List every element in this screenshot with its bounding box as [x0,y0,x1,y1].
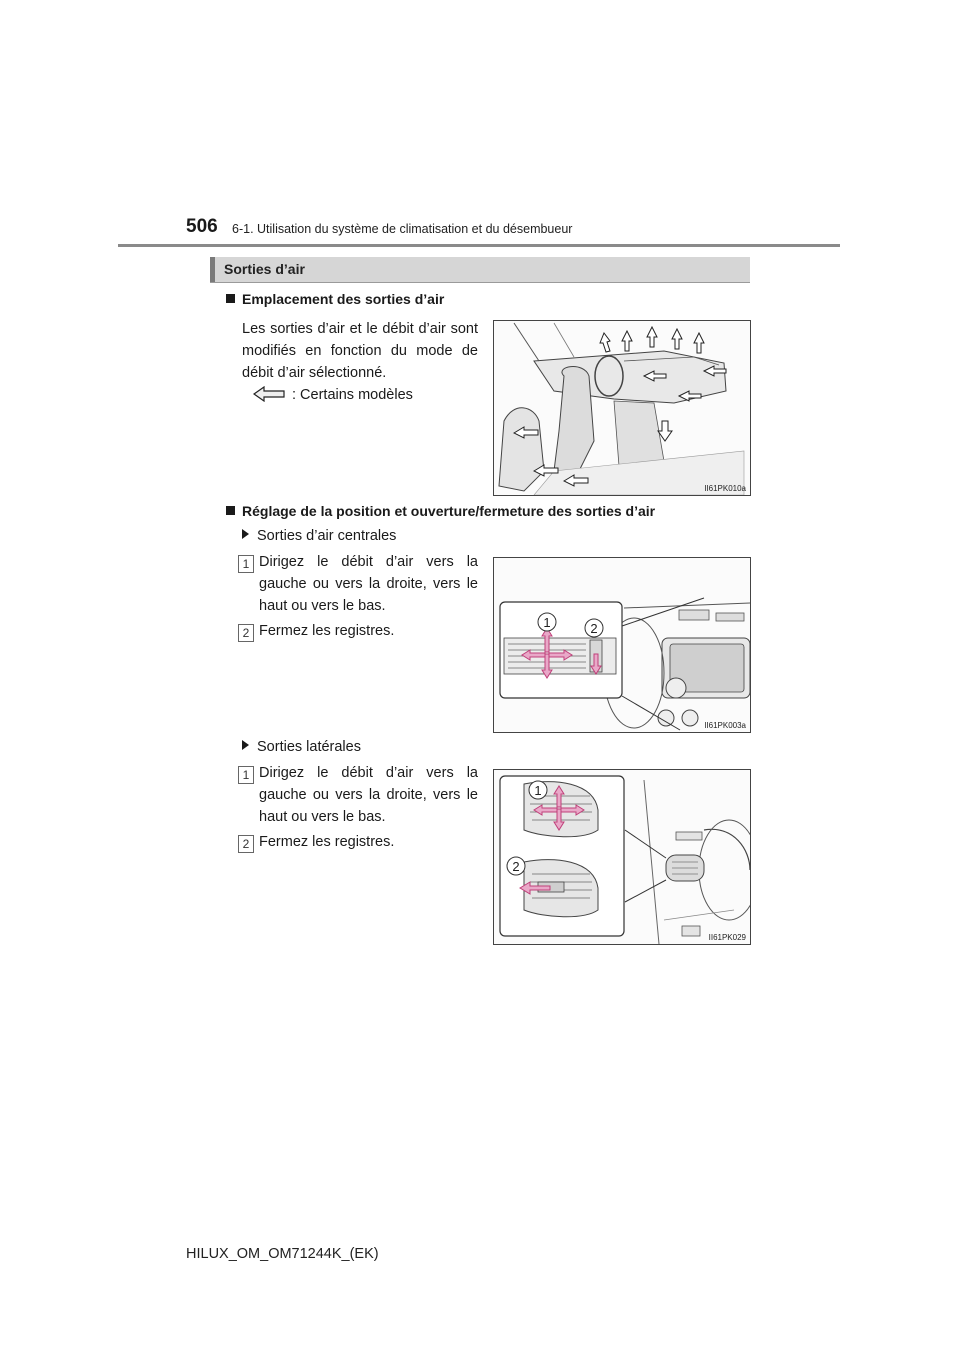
step-text: Fermez les registres. [259,834,395,850]
subheading-text: Sorties d’air centrales [257,528,397,544]
figure-code: II61PK010a [704,484,746,493]
callout-1: 1 [534,783,542,798]
callout-1: 1 [543,615,551,630]
heading-text: Emplacement des sorties d’air [242,291,445,307]
paragraph-outlet-location: Les sorties d’air et le débit d’air sont modifiés en fonction du mode de débit d’air sélectionné. [242,321,478,381]
triangle-bullet-icon [242,740,249,750]
side-vents-illustration [494,770,750,944]
running-header: 6-1. Utilisation du système de climatisation et du désembueur [232,222,573,236]
callout-2: 2 [512,859,520,874]
legend-text: : Certains modèles [292,387,413,403]
figure-code: II61PK003a [704,721,746,730]
subheading-side-outlets [242,739,361,755]
step-text: Dirigez le débit d’air vers la gauche ou vers la droite, vers le haut ou vers le bas. [259,765,478,825]
step-number-badge: 2 [238,624,254,642]
central-vents-illustration [494,558,750,732]
section-accent [210,257,215,282]
section-title-bar [210,257,750,282]
step-text: Fermez les registres. [259,623,395,639]
heading-outlet-adjustment [226,503,655,519]
step-number-badge: 1 [238,555,254,573]
subheading-text: Sorties latérales [257,739,361,755]
page-number: 506 [186,216,218,237]
heading-outlet-location [226,291,444,307]
callout-2: 2 [590,621,598,636]
step-text: Dirigez le débit d’air vers la gauche ou vers la droite, vers le haut ou vers le bas. [259,554,478,614]
triangle-bullet-icon [242,529,249,539]
heading-text: Réglage de la position et ouverture/fermeture des sorties d’air [242,503,656,519]
square-bullet-icon [226,506,235,515]
figure-side-vents [493,769,751,945]
square-bullet-icon [226,294,235,303]
step-number-badge: 2 [238,835,254,853]
figure-code: II61PK029 [708,933,746,942]
figure-central-vents [493,557,751,733]
optional-arrow-icon [253,386,285,407]
header-rule [118,244,840,247]
manual-code: HILUX_OM_OM71244K_(EK) [186,1246,379,1262]
section-rule [210,282,750,283]
subheading-central-outlets [242,528,396,544]
interior-illustration [494,321,750,495]
figure-outlet-locations [493,320,751,496]
step-number-badge: 1 [238,766,254,784]
section-title: Sorties d’air [224,261,305,277]
